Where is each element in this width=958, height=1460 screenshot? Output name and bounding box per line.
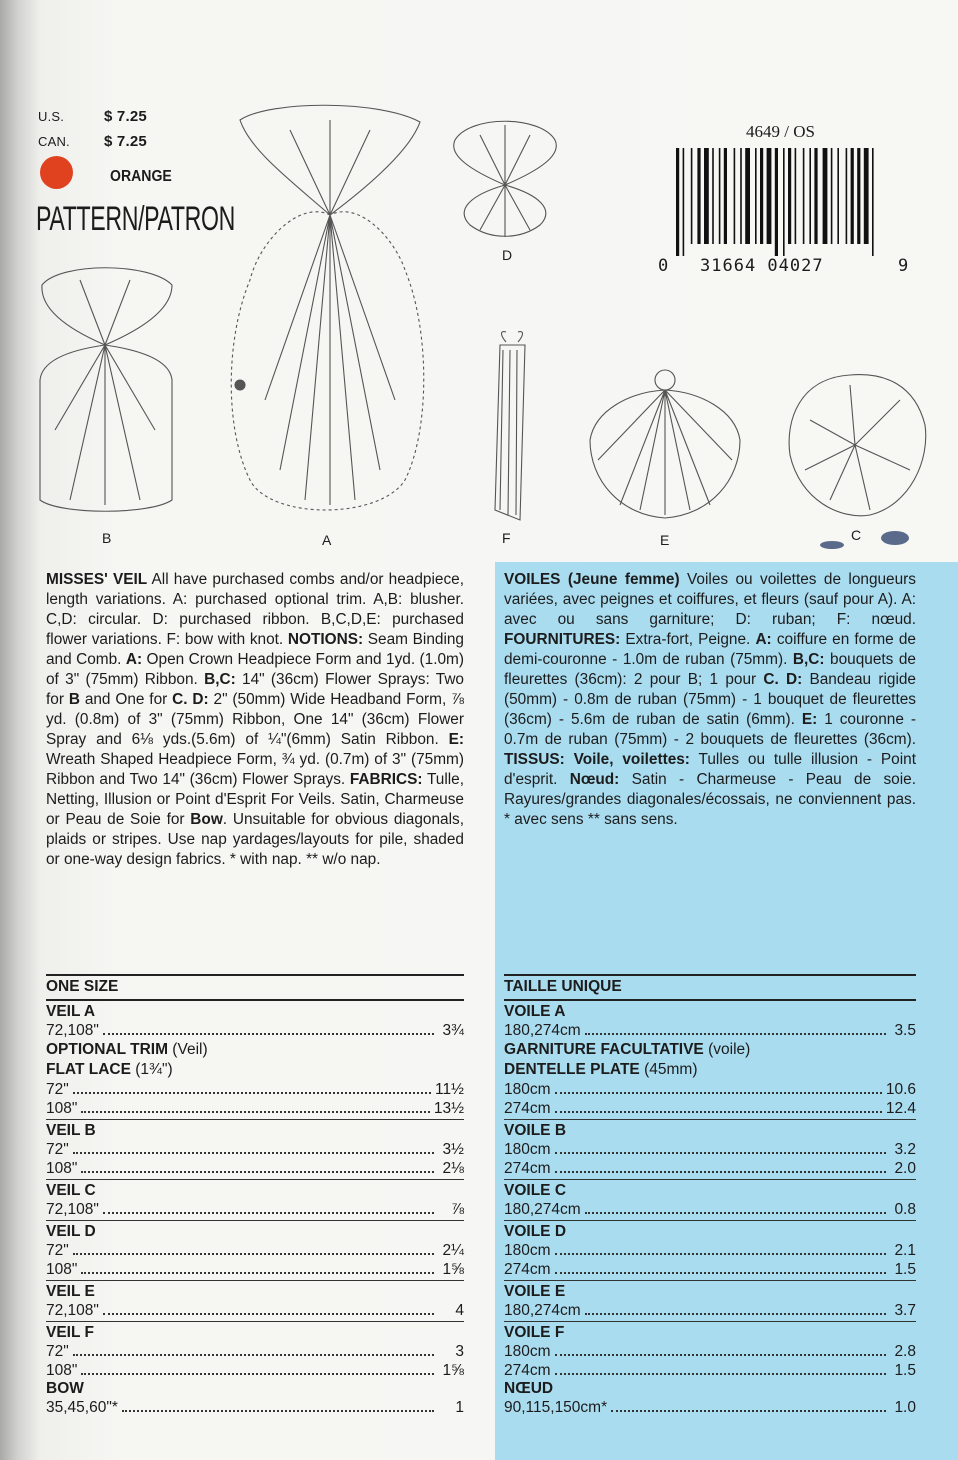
desc-text-run: Wreath Shaped Headpiece Form, ¾ yd. (0.7m) of 3" (75mm) Ribbon and Two 14" (36cm) Flower Sprays. — [46, 751, 464, 788]
desc-bold-run: FABRICS: — [349, 771, 423, 788]
table-row — [46, 1080, 464, 1099]
row-yardage: 3.2 — [894, 1141, 916, 1158]
dot-leader — [103, 1313, 434, 1315]
pattern-title: PATTERN/PATRON — [36, 200, 236, 238]
desc-bold-run: B,C: — [204, 671, 236, 688]
optional-trim-label: GARNITURE FACULTATIVE — [504, 1041, 704, 1058]
optional-trim-title — [504, 1040, 916, 1060]
desc-text-run: 2" (50mm) Wide Headband Form, ⅞ yd. (0.8m) of 3" (75mm) Ribbon, One 14" (36cm) Flower Spray and 6⅛ yds.(5.6m) of ¼"(6mm) Satin Ribbon. — [46, 691, 464, 748]
block-title: VOILE E — [504, 1283, 566, 1300]
block-title: VEIL B — [46, 1122, 96, 1139]
table-row — [46, 1241, 464, 1260]
row-yardage: 4 — [455, 1302, 464, 1319]
table-row — [504, 1241, 916, 1260]
dot-leader — [555, 1373, 886, 1375]
block-title: VOILE C — [504, 1182, 567, 1199]
pattern-number: 4649 / OS — [746, 122, 815, 141]
row-size: 180cm — [504, 1242, 551, 1259]
price-can-value: $ 7.25 — [104, 133, 147, 150]
row-size: 274cm — [504, 1100, 551, 1117]
desc-text-run: Voiles ou voilettes de longueurs variées, avec peignes et coiffures, et fleurs (sauf pour A). A: avec ou sans garniture; D: ruban; F: nœud. — [504, 571, 917, 628]
view-label-d: D — [502, 247, 513, 263]
row-yardage: 2¼ — [442, 1242, 464, 1259]
color-label: ORANGE — [110, 168, 172, 185]
row-size: 72" — [46, 1081, 69, 1098]
table-block-voile-f — [504, 1322, 916, 1418]
view-a-illustration — [231, 105, 424, 510]
row-yardage: 1⅝ — [442, 1362, 464, 1379]
table-row — [504, 1200, 916, 1219]
desc-bold-run: E: — [448, 731, 464, 748]
barcode-digit-left: 0 — [658, 256, 670, 276]
desc-text-run: Open Crown Headpiece Form and 1yd. (1.0m) of 3" (75mm) Ribbon. — [46, 651, 464, 688]
table-row — [46, 1021, 464, 1040]
dot-leader — [122, 1410, 434, 1412]
desc-text-run: Bandeau rigide (50mm) - 0.8m de ruban (75mm) - 1 bouquet de fleurettes (36cm) - 5.6m de ruban de satin (6mm). — [504, 671, 916, 728]
block-title: VEIL C — [46, 1182, 96, 1199]
view-label-f: F — [502, 530, 511, 546]
dot-leader — [81, 1171, 434, 1173]
optional-trim-note: (voile) — [703, 1041, 751, 1058]
block-title: VEIL E — [46, 1283, 95, 1300]
optional-trim-note: (Veil) — [168, 1041, 208, 1058]
row-yardage: 3 — [455, 1343, 464, 1360]
block-title: VEIL D — [46, 1223, 96, 1240]
table-row — [504, 1260, 916, 1279]
row-yardage: 3½ — [442, 1141, 464, 1158]
table-row — [504, 1398, 916, 1417]
row-size: 72,108" — [46, 1022, 99, 1039]
row-yardage: 1⅝ — [442, 1261, 464, 1278]
table-block-veil-b — [46, 1120, 464, 1180]
table-row — [46, 1301, 464, 1320]
dot-leader — [555, 1354, 886, 1356]
row-yardage: 2.0 — [894, 1160, 916, 1177]
row-size: 274cm — [504, 1160, 551, 1177]
row-size: 72" — [46, 1343, 69, 1360]
dot-leader — [73, 1152, 434, 1154]
table-row — [46, 1140, 464, 1159]
dot-leader — [103, 1033, 434, 1035]
dot-leader — [81, 1111, 429, 1113]
row-yardage: 3.5 — [894, 1022, 916, 1039]
block-title: VEIL F — [46, 1324, 94, 1341]
desc-bold-run: B,C: — [792, 651, 825, 668]
table-row — [46, 1159, 464, 1178]
dot-leader — [555, 1092, 882, 1094]
veil-illustrations — [0, 0, 958, 570]
table-row — [46, 1260, 464, 1279]
desc-bold-run: TISSUS: Voile, voilettes: — [504, 751, 690, 768]
table-row — [504, 1159, 916, 1178]
desc-text-run: Tulle, Netting, Illusion or Point d'Esprit For Veils. Satin, Charmeuse or Peau de Soie for — [46, 771, 465, 828]
desc-bold-run: C. D: — [763, 671, 803, 688]
desc-bold-run: C. D: — [172, 691, 209, 708]
row-size: 90,115,150cm* — [504, 1399, 608, 1416]
desc-text-run: Extra-fort, Peigne. — [620, 631, 756, 648]
row-size: 72" — [46, 1242, 69, 1259]
row-size: 180,274cm — [504, 1302, 581, 1319]
row-yardage: 13½ — [433, 1100, 464, 1117]
table-block-voile-c — [504, 1180, 916, 1221]
row-yardage: 0.8 — [894, 1201, 916, 1218]
optional-trim-label: OPTIONAL TRIM — [46, 1041, 168, 1058]
desc-text-run: and One for — [79, 691, 173, 708]
block-title: VOILE D — [504, 1223, 567, 1240]
row-yardage: 10.6 — [885, 1081, 916, 1098]
dot-leader — [585, 1212, 886, 1214]
yardage-table-french — [504, 974, 916, 1418]
table-block-veil-a — [46, 1001, 464, 1120]
desc-bold-run: B — [68, 691, 80, 708]
dot-leader — [611, 1410, 886, 1412]
table-block-veil-f — [46, 1322, 464, 1418]
row-size: 72,108" — [46, 1302, 99, 1319]
dot-leader — [555, 1152, 886, 1154]
row-size: 108" — [46, 1100, 78, 1117]
desc-bold-run: FOURNITURES: — [504, 631, 621, 648]
barcode-digit-right: 9 — [898, 256, 910, 276]
row-yardage: 3¾ — [442, 1022, 464, 1039]
price-can-label: CAN. — [38, 134, 70, 149]
table-row — [504, 1361, 916, 1380]
flat-lace-label: DENTELLE PLATE — [504, 1061, 640, 1078]
desc-text-run: 1 couronne - 0.7m de ruban (75mm) - 2 bouquets de fleurettes (36cm). — [504, 711, 916, 748]
row-size: 72,108" — [46, 1201, 99, 1218]
row-size: 108" — [46, 1362, 78, 1379]
dot-leader — [73, 1092, 431, 1094]
desc-text-run: All have purchased combs and/or headpiece, length variations. A: purchased optional trim. A,B: blusher. C,D: circular. D: purchased ribbon. B,C,D,E: purchased flower variations. F: bow with knot. — [46, 571, 464, 648]
table-block-voile-d — [504, 1221, 916, 1281]
block-title: VEIL A — [46, 1003, 96, 1020]
row-yardage: 12.4 — [885, 1100, 916, 1117]
table-block-voile-a — [504, 1001, 916, 1120]
row-yardage: 2⅛ — [442, 1160, 464, 1177]
table-row — [46, 1398, 464, 1417]
block-title: VOILE B — [504, 1122, 567, 1139]
table-row — [46, 1099, 464, 1118]
view-e-illustration — [590, 370, 740, 518]
desc-text-run: Satin - Charmeuse - Peau de soie. Rayures/grandes diagonales/écossais, ne conviennent pas. * avec sens ** sans sens. — [504, 771, 917, 828]
table-block-veil-e — [46, 1281, 464, 1322]
row-yardage: ⅞ — [451, 1201, 464, 1218]
desc-bold-run: MISSES' VEIL — [46, 571, 148, 588]
dot-leader — [73, 1354, 434, 1356]
view-b-illustration — [40, 268, 172, 512]
view-d-illustration — [454, 121, 557, 237]
table-block-veil-c — [46, 1180, 464, 1221]
row-size: 72" — [46, 1141, 69, 1158]
desc-text-run: 14" (36cm) Flower Sprays: Two for — [46, 671, 464, 708]
row-size: 108" — [46, 1160, 78, 1177]
dot-leader — [81, 1272, 434, 1274]
flat-lace-note: (1¾") — [130, 1061, 173, 1078]
dot-leader — [555, 1253, 886, 1255]
row-yardage: 1.5 — [894, 1362, 916, 1379]
yardage-table-english — [46, 974, 464, 1418]
desc-bold-run: Bow — [190, 811, 223, 828]
row-size: 180,274cm — [504, 1201, 581, 1218]
table-block-voile-b — [504, 1120, 916, 1180]
table-row — [504, 1342, 916, 1361]
desc-bold-run: A: — [125, 651, 143, 668]
table-row — [504, 1140, 916, 1159]
barcode-digits: 31664 04027 — [700, 256, 824, 276]
row-size: 180cm — [504, 1081, 551, 1098]
dot-leader — [103, 1212, 434, 1214]
desc-text-run: bouquets de fleurettes (36cm): 2 pour B; 1 pour — [504, 651, 916, 688]
desc-bold-run: VOILES (Jeune femme) — [504, 571, 680, 588]
view-label-c: C — [851, 527, 862, 543]
row-yardage: 1.5 — [894, 1261, 916, 1278]
dot-leader — [555, 1272, 886, 1274]
view-f-illustration — [495, 332, 525, 520]
optional-trim-title — [46, 1040, 464, 1060]
desc-bold-run: E: — [801, 711, 818, 728]
table-row — [46, 1200, 464, 1219]
description-english — [46, 570, 464, 870]
dot-leader — [585, 1033, 886, 1035]
block-title-noeud: NŒUD — [504, 1380, 554, 1397]
table-header: TAILLE UNIQUE — [504, 974, 916, 1001]
price-us-value: $ 7.25 — [104, 108, 147, 125]
row-yardage: 3.7 — [894, 1302, 916, 1319]
row-yardage: 1.0 — [894, 1399, 916, 1416]
view-c-illustration — [789, 375, 926, 549]
row-size: 274cm — [504, 1261, 551, 1278]
price-us-label: U.S. — [38, 109, 65, 124]
row-size: 180,274cm — [504, 1022, 581, 1039]
view-label-e: E — [660, 532, 670, 548]
table-row — [46, 1342, 464, 1361]
desc-bold-run: NOTIONS: — [287, 631, 364, 648]
flat-lace-title — [46, 1060, 464, 1080]
table-row — [504, 1021, 916, 1040]
dot-leader — [73, 1253, 434, 1255]
desc-bold-run: A: — [755, 631, 772, 648]
desc-text-run: Tulles ou tulle illusion - Point d'esprit. — [504, 751, 916, 788]
row-size: 180cm — [504, 1141, 551, 1158]
desc-text-run: Seam Binding and Comb. — [46, 631, 464, 668]
block-title: VOILE A — [504, 1003, 566, 1020]
row-yardage: 11½ — [434, 1081, 464, 1098]
block-title: VOILE F — [504, 1324, 565, 1341]
view-label-a: A — [322, 532, 332, 548]
row-size: 108" — [46, 1261, 78, 1278]
table-block-voile-e — [504, 1281, 916, 1322]
row-size: 180cm — [504, 1343, 551, 1360]
table-block-veil-d — [46, 1221, 464, 1281]
table-row — [504, 1099, 916, 1118]
flat-lace-label: FLAT LACE — [46, 1061, 131, 1078]
table-row — [504, 1080, 916, 1099]
desc-text-run: coiffure en forme de demi-couronne - 1.0m de ruban (75mm). — [504, 631, 916, 668]
row-yardage: 2.1 — [894, 1242, 916, 1259]
flat-lace-note: (45mm) — [639, 1061, 698, 1078]
desc-text-run: . Unsuitable for obvious diagonals, plaids or stripes. Use nap yardages/layouts for pile, shaded or one-way design fabrics. * with nap. ** w/o nap. — [46, 811, 464, 868]
desc-bold-run: Nœud: — [569, 771, 620, 788]
dot-leader — [585, 1313, 886, 1315]
table-header: ONE SIZE — [46, 974, 464, 1001]
block-title-bow: BOW — [46, 1380, 84, 1397]
dot-leader — [555, 1171, 886, 1173]
row-size: 274cm — [504, 1362, 551, 1379]
row-size: 35,45,60"* — [46, 1399, 118, 1416]
dot-leader — [81, 1373, 434, 1375]
row-yardage: 1 — [455, 1399, 464, 1416]
description-french — [504, 570, 916, 830]
table-row — [46, 1361, 464, 1380]
view-label-b: B — [102, 530, 112, 546]
table-row — [504, 1301, 916, 1320]
row-yardage: 2.8 — [894, 1343, 916, 1360]
dot-leader — [555, 1111, 882, 1113]
flat-lace-title — [504, 1060, 916, 1080]
